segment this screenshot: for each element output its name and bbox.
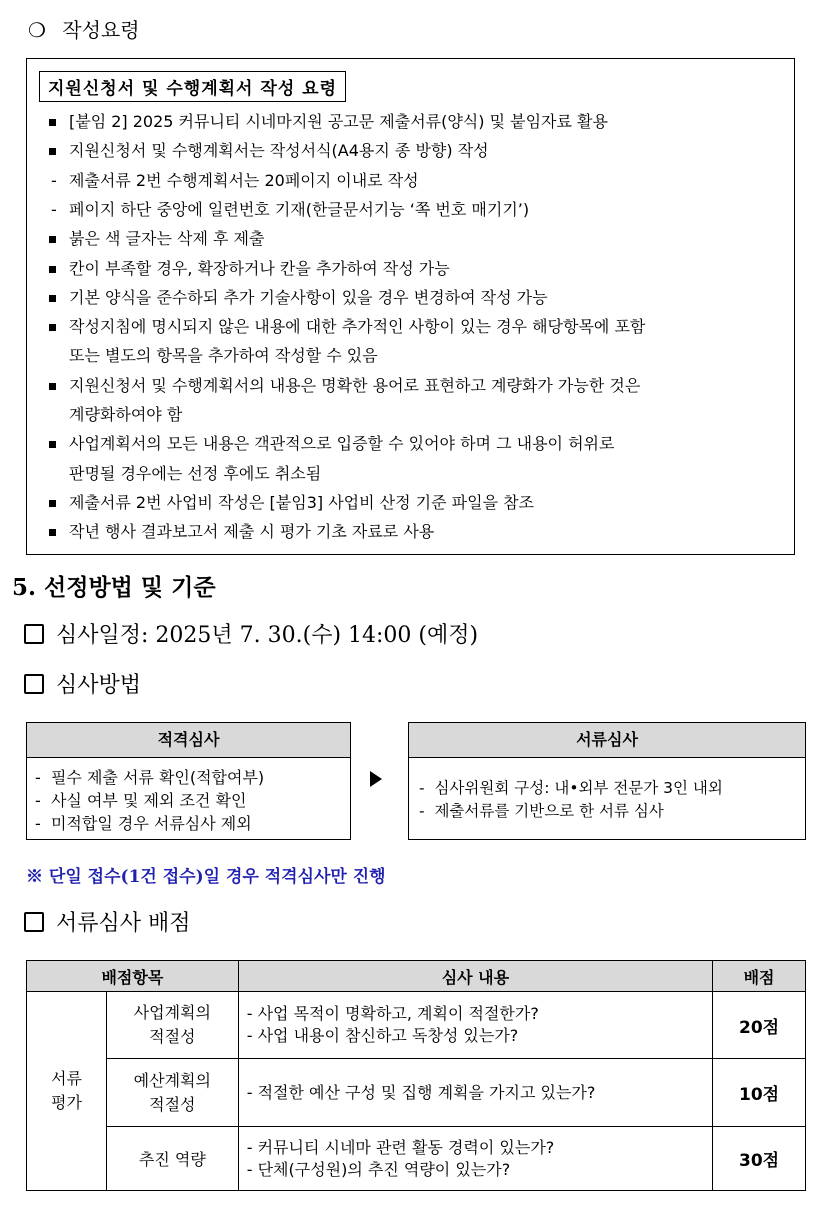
guide-item-text: 사업계획서의 모든 내용은 객관적으로 입증할 수 있어야 하며 그 내용이 허위로	[69, 434, 615, 454]
table-row	[27, 1059, 806, 1127]
score-cell: 10점	[713, 1059, 806, 1127]
scoring-heading-row	[24, 906, 191, 937]
content-line: - 적절한 예산 구성 및 집행 계획을 가지고 있는가?	[246, 1082, 596, 1102]
square-bullet-icon	[49, 148, 56, 155]
guide-item-text: 칸이 부족할 경우, 확장하거나 칸을 추가하여 작성 가능	[69, 258, 450, 278]
square-bullet-icon	[49, 119, 56, 126]
scoring-heading: 서류심사 배점	[56, 911, 191, 936]
square-bullet-icon	[49, 500, 56, 507]
eligibility-review-box	[26, 722, 351, 840]
guide-item-text: 작성지침에 명시되지 않은 내용에 대한 추가적인 사항이 있는 경우 해당항목에 포함	[69, 317, 646, 337]
content-line: - 단체(구성원)의 추진 역량이 있는가?	[246, 1159, 511, 1179]
content-line: - 커뮤니티 시네마 관련 활동 경력이 있는가?	[246, 1137, 555, 1157]
header-score-item: 배점항목	[27, 961, 239, 992]
checkbox-square-icon	[24, 624, 44, 644]
dash-marker: -	[51, 199, 57, 219]
document-review-item: - 심사위원회 구성: 내•외부 전문가 3인 내외	[419, 779, 723, 797]
guide-item-text: 붉은 색 글자는 삭제 후 제출	[69, 229, 265, 249]
guide-item-text: 지원신청서 및 수행계획서는 작성서식(A4용지 종 방향) 작성	[69, 141, 489, 161]
item-cell: 추진 역량	[106, 1127, 238, 1191]
circle-marker-icon: ❍	[28, 18, 46, 42]
header-review-content: 심사 내용	[238, 961, 712, 992]
table-header-row	[27, 961, 806, 992]
header-score: 배점	[713, 961, 806, 992]
guide-box	[26, 58, 795, 555]
method-text: 심사방법	[56, 673, 142, 698]
eligibility-item: - 사실 여부 및 제외 조건 확인	[35, 791, 247, 810]
content-cell	[238, 1059, 712, 1127]
table-row	[27, 1127, 806, 1191]
eligibility-item: - 필수 제출 서류 확인(적합여부)	[35, 768, 265, 787]
score-table	[26, 960, 806, 1191]
guide-item-continuation: 판명될 경우에는 선정 후에도 취소됨	[69, 463, 322, 483]
guide-subitem-text: 제출서류 2번 수행계획서는 20페이지 이내로 작성	[69, 170, 419, 190]
section-heading-text: 작성요령	[62, 18, 140, 42]
guide-item-text: 작년 행사 결과보고서 제출 시 평가 기초 자료로 사용	[69, 522, 435, 542]
content-cell	[238, 992, 712, 1059]
dash-marker: -	[51, 170, 57, 190]
content-line: - 사업 내용이 참신하고 독창성 있는가?	[246, 1026, 519, 1045]
document-review-title: 서류심사	[409, 723, 805, 758]
group-cell: 서류 평가	[27, 992, 107, 1191]
notice-text: ※ 단일 접수(1건 접수)일 경우 적격심사만 진행	[26, 867, 386, 887]
eligibility-review-title: 적격심사	[27, 723, 350, 758]
square-bullet-icon	[49, 383, 56, 390]
eligibility-item: - 미적합일 경우 서류심사 제외	[35, 814, 252, 833]
schedule-text: 심사일정: 2025년 7. 30.(수) 14:00 (예정)	[56, 623, 479, 648]
square-bullet-icon	[49, 236, 56, 243]
document-review-item: - 제출서류를 기반으로 한 서류 심사	[419, 802, 664, 820]
schedule-row	[24, 618, 478, 649]
content-cell	[238, 1127, 712, 1191]
content-line: - 사업 목적이 명확하고, 계획이 적절한가?	[246, 1004, 539, 1023]
score-cell: 30점	[713, 1127, 806, 1191]
guide-item-text: 제출서류 2번 사업비 작성은 [붙임3] 사업비 산정 기준 파일을 참조	[69, 492, 535, 512]
guide-title: 지원신청서 및 수행계획서 작성 요령	[39, 71, 346, 102]
square-bullet-icon	[49, 529, 56, 536]
square-bullet-icon	[49, 441, 56, 448]
guide-item-continuation: 또는 별도의 항목을 추가하여 작성할 수 있음	[69, 346, 378, 366]
method-row	[24, 668, 141, 699]
selection-heading: 5. 선정방법 및 기준	[12, 574, 216, 601]
guide-item-text: 기본 양식을 준수하되 추가 기술사항이 있을 경우 변경하여 작성 가능	[69, 287, 548, 307]
arrow-right-icon	[370, 771, 382, 787]
guide-item-continuation: 계량화하여야 함	[69, 405, 183, 424]
section-heading	[28, 14, 140, 43]
square-bullet-icon	[49, 295, 56, 302]
checkbox-square-icon	[24, 912, 44, 932]
square-bullet-icon	[49, 324, 56, 331]
checkbox-square-icon	[24, 674, 44, 694]
document-review-box	[408, 722, 806, 840]
guide-item-text: 지원신청서 및 수행계획서의 내용은 명확한 용어로 표현하고 계량화가 가능한 것은	[69, 375, 641, 395]
item-cell: 예산계획의 적절성	[106, 1059, 238, 1127]
item-cell: 사업계획의 적절성	[106, 992, 238, 1059]
guide-item-text: [붙임 2] 2025 커뮤니티 시네마지원 공고문 제출서류(양식) 및 붙임자료 활용	[69, 112, 608, 131]
guide-subitem-text: 페이지 하단 중앙에 일련번호 기재(한글문서기능 ‘쪽 번호 매기기’)	[69, 199, 530, 219]
table-row	[27, 992, 806, 1059]
score-cell: 20점	[713, 992, 806, 1059]
square-bullet-icon	[49, 266, 56, 273]
